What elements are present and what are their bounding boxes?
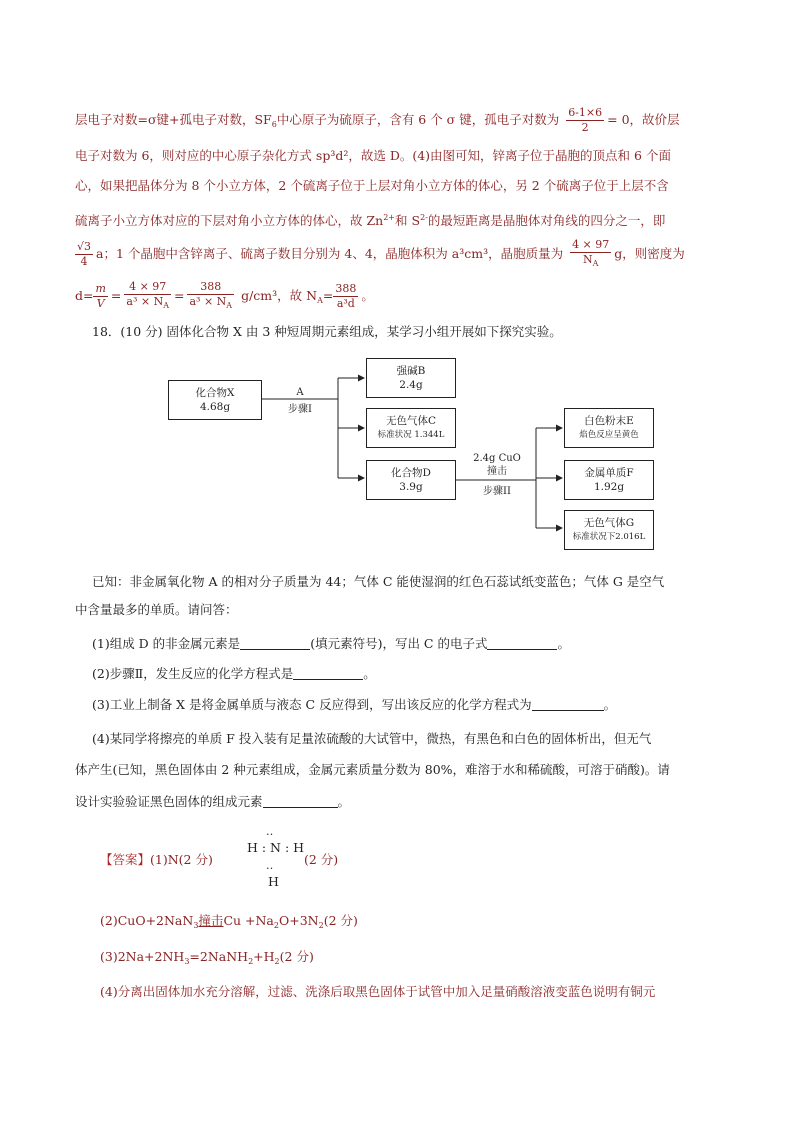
question-header: 18．(10 分) 固体化合物 X 由 3 种短周期元素组成，某学习小组开展如下探究实验。 [92,324,562,339]
box-compound-x: 化合物X 4.68g [168,380,262,420]
question-4-line-3: 设计实验验证黑色固体的组成元素 。 [75,794,351,809]
answer-2: (2)CuO+2NaN$_3$撞击$Cu +Na_2O+3N_2(2$ 分) [100,913,358,930]
answer-tag: 【答案】 [100,852,151,867]
box-strong-base-b: 强碱B 2.4g [366,358,456,398]
arrow-1-label-bottom: 步骤I [288,404,312,415]
arrow-2-label-impact: 撞击 [487,466,507,477]
answer-1-score: (2 分) [304,852,339,867]
arrow-2-label-bottom: 步骤II [483,486,511,497]
fraction: $\frac{6-1\times 6}{2}$ [568,106,603,134]
box-metal-f: 金属单质F 1.92g [564,460,654,500]
known-line-1: 已知：非金属氧化物 A 的相对分子质量为 44；气体 C 能使湿润的红色石蕊试纸变蓝色；气体 G 是空气 [92,574,665,589]
question-1: (1)组成 D 的非金属元素是 (填元素符号)，写出 C 的电子式 。 [92,636,570,651]
prev-answer-line-3: 心，如果把晶体分为 8 个小立方体，2 个硫离子位于上层对角小立方体的体心，另 2 个硫离子位于上层不含 [75,178,669,193]
answer-3: $(3)2Na+2NH_3=2NaNH_2+H_2(2$ 分) [100,949,314,966]
answer-blank[interactable] [487,637,557,650]
prev-answer-line-4: 硫离子小立方体对应的下层对角小立方体的体心，故 $Zn^{2+}$和 $S^{2-}$的最短距离是晶胞体对角线的四分之一，即 [75,213,666,228]
arrow-2-label-cuo: 2.4g CuO [473,453,521,464]
prev-answer-line-2: 电子对数为 6，则对应的中心原子杂化方式 sp³d²，故选 D。(4)由图可知，锌离子位于晶胞的顶点和 6 个面 [75,148,671,163]
question-4-line-1: (4)某同学将擦亮的单质 F 投入装有足量浓硫酸的大试管中，微热，有黑色和白色的固体析出，但无气 [92,731,652,746]
known-line-2: 中含量最多的单质。请问答： [75,602,238,617]
question-2: (2)步骤Ⅱ，发生反应的化学方程式是 。 [92,666,376,681]
box-gas-g: 无色气体G 标准状况下2.016L [564,510,654,550]
box-white-powder-e: 白色粉末E 焰色反应呈黄色 [564,408,654,448]
fraction: $\frac{388}{a^3 \times N_A}$ [189,280,233,310]
prev-answer-line-1: 层电子对数=σ键+孤电子对数，$SF_6$中心原子为硫原子，含有 6 个 σ 键，孤电子对数为 $\frac{6-1\times 6}{2}$ = 0，故价层 [75,106,680,134]
answer-blank[interactable] [263,795,338,808]
fraction: $\frac{m}{V}$ [95,282,106,310]
answer-1: 【答案】(1)N(2 分) [100,852,213,867]
answer-blank[interactable] [532,698,604,711]
prev-answer-line-5: $\frac{√3}{4}$ a；1 个晶胞中含锌离子、硫离子数目分别为 4、4，晶胞体积为 a³cm³，晶胞质量为 $\frac{4 \times 97}{N_A}$ g，则密度为 [75,238,725,271]
question-3: (3)工业上制备 X 是将金属单质与液态 C 反应得到，写出该反应的化学方程式为 。 [92,697,617,712]
box-compound-d: 化合物D 3.9g [366,460,456,500]
arrow-1-label-top: A [296,387,304,398]
fraction: $\frac{4 \times 97}{a^3 \times N_A}$ [126,280,169,310]
fraction: $\frac{√3}{4}$ [77,240,92,268]
answer-4: (4)分离出固体加水充分溶解，过滤、洗涤后取黑色固体于试管中加入足量硝酸溶液变蓝色说明有铜元 [100,984,656,999]
question-4-line-2: 体产生(已知，黑色固体由 2 种元素组成，金属元素质量分数为 80%，难溶于水和稀硫酸，可溶于硝酸)。请 [75,762,670,777]
prev-answer-line-6: d= $\frac{m}{V}$ = $\frac{4 \times 97}{a^3 \times N_A}$ = $\frac{388}{a^3 \times N_A}$ g/cm³，故 $N_A=$ $\frac{388}{\text{a³d}}$ 。 [75,280,725,313]
fraction: $\frac{388}{\text{a³d}}$ [335,282,357,310]
answer-blank[interactable] [240,637,310,650]
answer-blank[interactable] [293,667,363,680]
fraction: $\frac{4 \times 97}{N_A}$ [572,238,610,268]
box-gas-c: 无色气体C 标准状况 1.344L [366,408,456,448]
